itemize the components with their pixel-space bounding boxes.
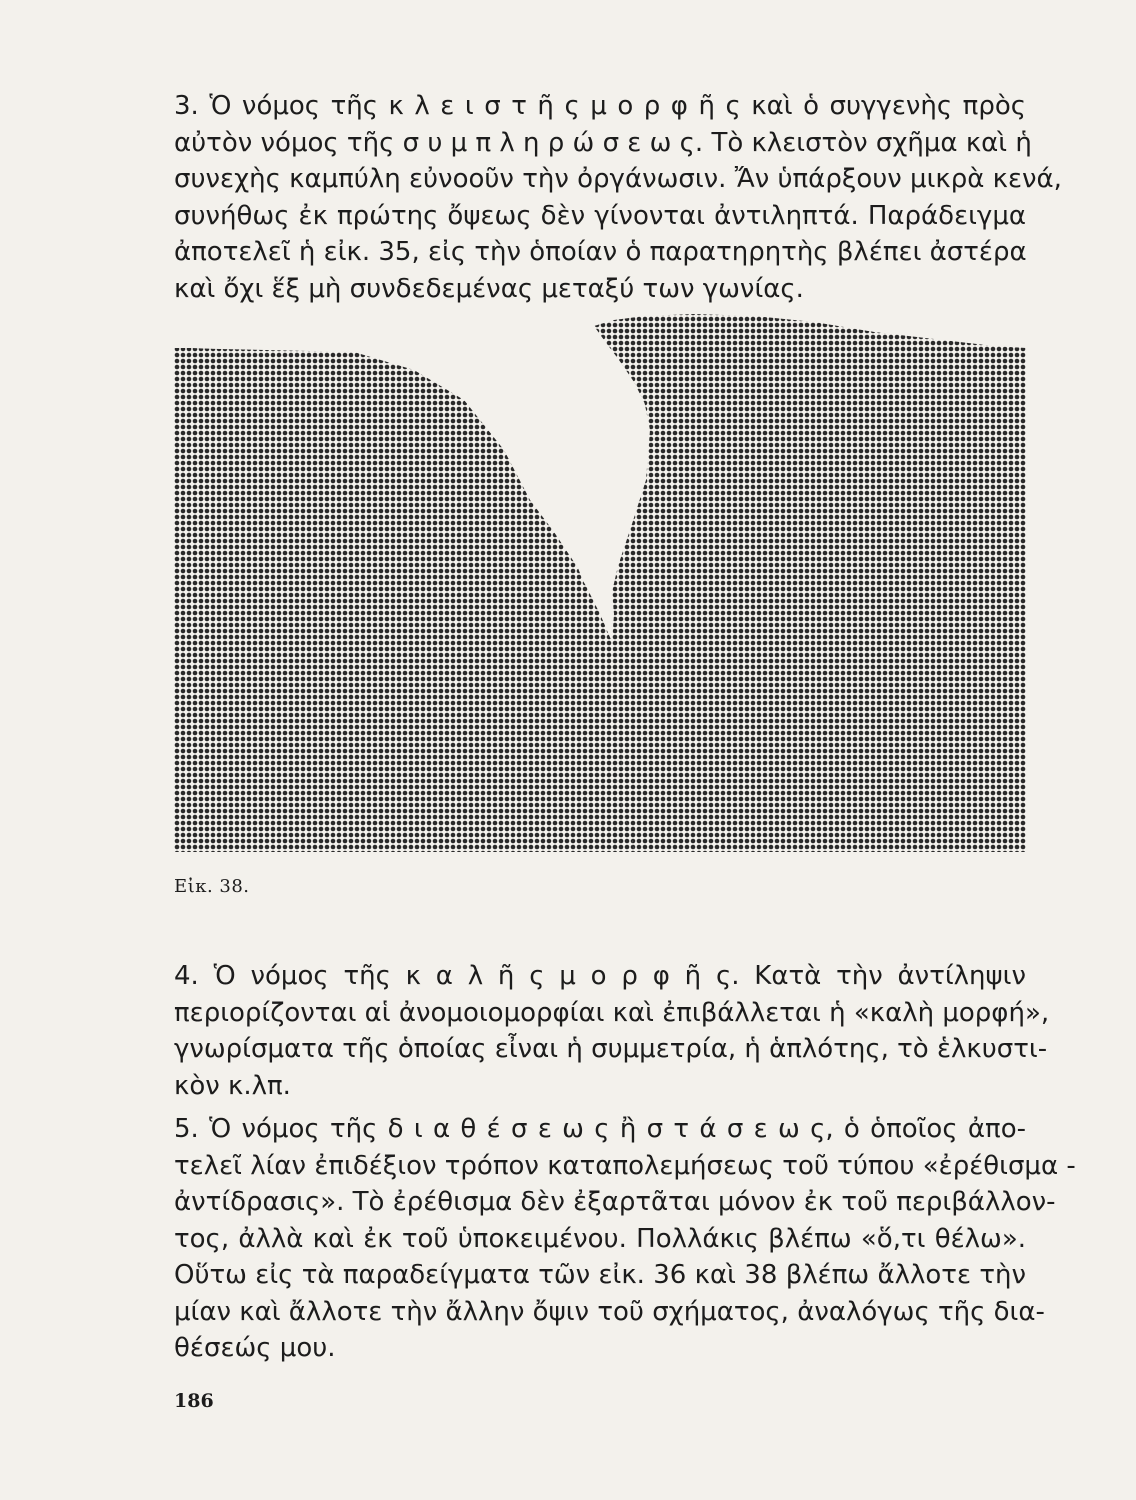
- text-line: περιορίζονται αἱ ἀνομοιομορφίαι καὶ ἐπιβάλλεται ἡ «καλὴ μορφή»,: [174, 997, 1050, 1028]
- page-number: 186: [174, 1390, 214, 1412]
- paragraph-law-of-good-form: [174, 958, 1050, 1104]
- left-face-profile: [174, 348, 594, 852]
- text-line: τος, ἀλλὰ καὶ ἐκ τοῦ ὑποκειμένου. Πολλάκις βλέπω «ὅ,τι θέλω».: [174, 1223, 1026, 1254]
- text-line: γνωρίσματα τῆς ὁποίας εἶναι ἡ συμμετρία, ἡ ἁπλότης, τὸ ἑλκυστι-: [174, 1034, 1048, 1064]
- text-line: Οὕτω εἰς τὰ παραδείγματα τῶν εἰκ. 36 καὶ 38 βλέπω ἄλλοτε τὴν: [174, 1260, 1026, 1290]
- text-line: συνεχὴς καμπύλη εὐνοοῦν τὴν ὀργάνωσιν. Ἄν ὑπάρξουν μικρὰ κενά,: [174, 164, 1062, 194]
- text-line: τελεῖ λίαν ἐπιδέξιον τρόπον καταπολεμήσεως τοῦ τύπου «ἐρέθισμα -: [174, 1150, 1076, 1181]
- paragraph-law-of-closure: [174, 88, 1062, 307]
- text-line: καὶ ὄχι ἕξ μὴ συνδεδεμένας μεταξύ των γωνίας.: [174, 273, 804, 304]
- text-line: συνήθως ἐκ πρώτης ὄψεως δὲν γίνονται ἀντιληπτά. Παράδειγμα: [174, 200, 1026, 231]
- text-line: θέσεώς μου.: [174, 1333, 336, 1363]
- text-line: κὸν κ.λπ.: [174, 1070, 291, 1101]
- text-line: ἀποτελεῖ ἡ εἰκ. 35, εἰς τὴν ὁποίαν ὁ παρατηρητὴς βλέπει ἀστέρα: [174, 237, 1027, 267]
- text-line: μίαν καὶ ἄλλοτε τὴν ἄλλην ὄψιν τοῦ σχήματος, ἀναλόγως τῆς δια-: [174, 1296, 1045, 1327]
- paragraph-law-of-disposition: [174, 1111, 1076, 1367]
- figure-caption: Εἰκ. 38.: [174, 876, 250, 897]
- text-line: ἀντίδρασις». Τὸ ἐρέθισμα δὲν ἐξαρτᾶται μόνον ἐκ τοῦ περιβάλλον-: [174, 1187, 1056, 1217]
- text-line: αὐτὸν νόμος τῆς σ υ μ π λ η ρ ώ σ ε ω ς. Τὸ κλειστὸν σχῆμα καὶ ἡ: [174, 127, 1032, 158]
- text-line: 4. Ὁ νόμος τῆς κ α λ ῆ ς μ ο ρ φ ῆ ς. Κατὰ τὴν ἀντίληψιν: [174, 961, 1026, 991]
- right-face-profile: [620, 316, 1026, 852]
- text-line: 3. Ὁ νόμος τῆς κ λ ε ι σ τ ῆ ς μ ο ρ φ ῆ ς καὶ ὁ συγγενὴς πρὸς: [174, 91, 1026, 121]
- text-line: 5. Ὁ νόμος τῆς δ ι α θ έ σ ε ω ς ἢ σ τ ά σ ε ω ς, ὁ ὁποῖος ἀπο-: [174, 1114, 1026, 1144]
- vase-faces-illusion-figure: [174, 310, 1026, 852]
